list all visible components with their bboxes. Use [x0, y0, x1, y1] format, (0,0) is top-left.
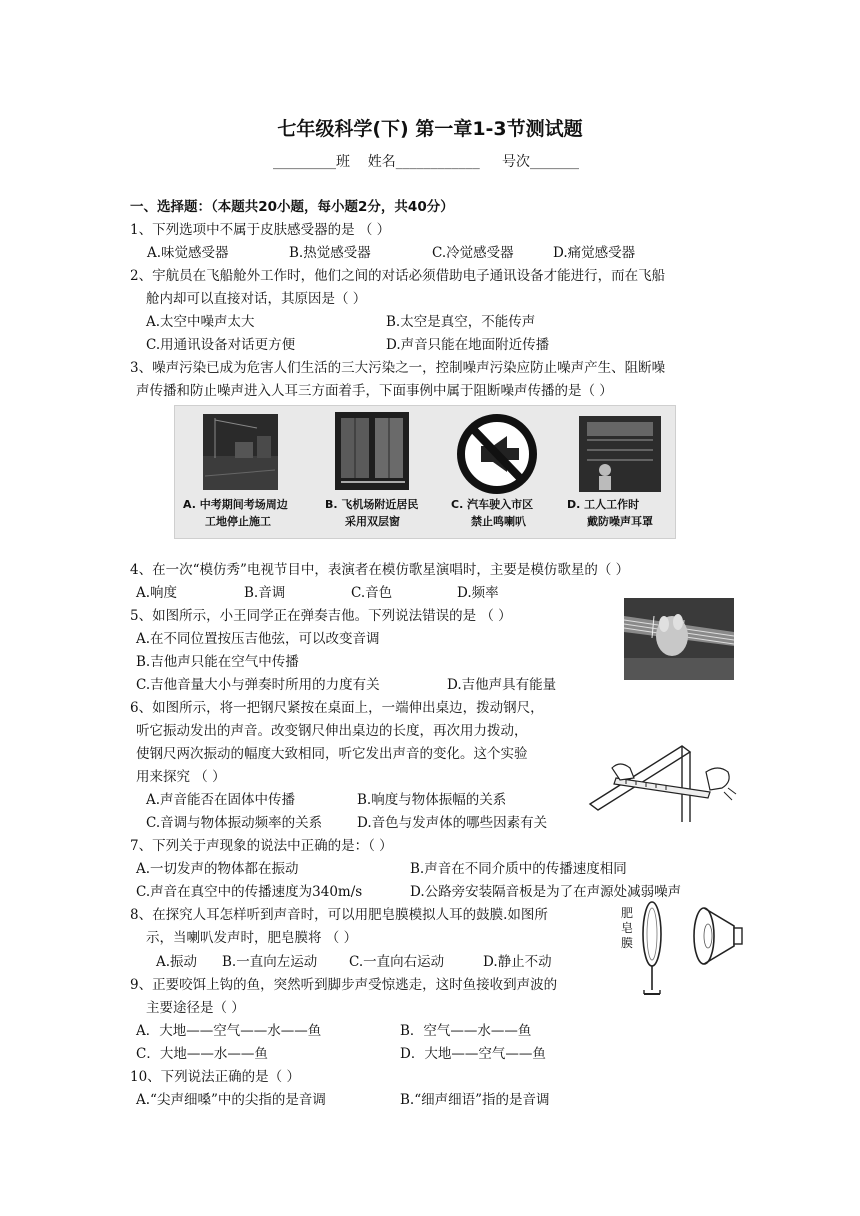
q5-option-c: C.吉他音量大小与弹奏时所用的力度有关 [136, 677, 380, 693]
q6-option-c: C.音调与物体振动频率的关系 [146, 815, 323, 831]
factory-workers-photo [579, 416, 661, 492]
q1-option-b: B.热觉感受器 [289, 245, 371, 261]
q4-option-b: B.音调 [244, 585, 286, 601]
q3-caption-a-line2: 工地停止施工 [205, 515, 271, 528]
q3-caption-c-line1: C. 汽车驶入市区 [451, 498, 534, 511]
q1-option-a: A.味觉感受器 [147, 245, 229, 261]
q9-stem-line1: 9、正要咬饵上钩的鱼，突然听到脚步声受惊逃走，这时鱼接收到声波的 [130, 977, 558, 993]
q8-option-b: B.一直向左运动 [222, 954, 318, 970]
q8-stem-line2: 示，当喇叭发声时，肥皂膜将 （ ） [146, 930, 358, 946]
speaker-icon [694, 908, 742, 964]
q2-option-c: C.用通讯设备对话更方便 [146, 337, 296, 353]
q3-caption-d-line2: 戴防噪声耳罩 [587, 515, 653, 528]
steel-ruler-figure [586, 738, 738, 828]
q1-option-d: D.痛觉感受器 [553, 245, 636, 261]
q9-stem-line2: 主要途径是（ ） [146, 1000, 245, 1016]
q3-stem-line1: 3、噪声污染已成为危害人们生活的三大污染之一，控制噪声污染应防止噪声产生、阻断噪 [130, 360, 666, 376]
q4-option-d: D.频率 [457, 585, 499, 601]
q6-option-b: B.响度与物体振幅的关系 [357, 792, 507, 808]
q10-option-b: B.“细声细语”指的是音调 [400, 1092, 550, 1108]
q5-option-d: D.吉他声具有能量 [447, 677, 557, 693]
section-heading: 一、选择题：（本题共20小题，每小题2分，共40分） [130, 199, 454, 215]
q5-stem: 5、如图所示，小王同学正在弹奏吉他。下列说法错误的是 （ ） [130, 608, 512, 624]
no-honking-sign-icon [461, 418, 533, 490]
q7-option-a: A.一切发声的物体都在振动 [136, 861, 299, 877]
q3-stem-line2: 声传播和防止噪声进入人耳三方面着手，下面事例中属于阻断噪声传播的是（ ） [136, 383, 613, 399]
q6-option-a: A.声音能否在固体中传播 [146, 792, 296, 808]
q4-option-c: C.音色 [351, 585, 393, 601]
double-window-photo [335, 412, 409, 490]
q10-stem: 10、下列说法正确的是（ ） [130, 1069, 300, 1085]
q3-figure-strip [174, 405, 676, 539]
q6-stem-line1: 6、如图所示，将一把钢尺紧按在桌面上，一端伸出桌边，拨动钢尺， [130, 700, 544, 716]
q4-stem: 4、在一次“模仿秀”电视节目中，表演者在模仿歌星演唱时，主要是模仿歌星的（ ） [130, 562, 630, 578]
construction-site-photo [203, 414, 278, 490]
q8-option-d: D.静止不动 [483, 954, 552, 970]
q6-stem-line4: 用来探究 （ ） [136, 769, 226, 785]
page-title: 七年级科学(下) 第一章1-3节测试题 [277, 118, 583, 140]
q1-option-c: C.冷觉感受器 [432, 245, 514, 261]
q3-caption-d-line1: D. 工人工作时 [567, 498, 640, 511]
q8-option-c: C.一直向右运动 [349, 954, 445, 970]
q9-option-a: A．大地——空气——水——鱼 [136, 1023, 322, 1039]
q5-option-a: A.在不同位置按压吉他弦，可以改变音调 [136, 631, 380, 647]
soap-film-figure [636, 890, 746, 1004]
q8-stem-line1: 8、在探究人耳怎样听到声音时，可以用肥皂膜模拟人耳的鼓膜.如图所 [130, 907, 548, 923]
q6-stem-line2: 听它振动发出的声音。改变钢尺伸出桌边的长度，再次用力拨动， [136, 723, 528, 739]
q7-option-c: C.声音在真空中的传播速度为340m/s [136, 884, 363, 900]
q2-option-b: B.太空是真空，不能传声 [386, 314, 536, 330]
guitar-photo [624, 598, 734, 684]
q9-option-d: D．大地——空气——鱼 [400, 1046, 546, 1062]
membrane-label: 肥 皂 膜 [620, 906, 633, 950]
q3-caption-a-line1: A. 中考期间考场周边 [183, 498, 288, 511]
q3-caption-c-line2: 禁止鸣喇叭 [471, 515, 526, 528]
q4-option-a: A.响度 [136, 585, 178, 601]
q1-stem: 1、下列选项中不属于皮肤感受器的是 （ ） [130, 222, 391, 238]
q3-caption-b-line2: 采用双层窗 [345, 515, 400, 528]
q6-option-d: D.音色与发声体的哪些因素有关 [357, 815, 548, 831]
q3-caption-b-line1: B. 飞机场附近居民 [325, 498, 419, 511]
q7-stem: 7、下列关于声现象的说法中正确的是：（ ） [130, 838, 393, 854]
q6-stem-line3: 使钢尺两次振动的幅度大致相同，听它发出声音的变化。这个实验 [136, 746, 528, 762]
q5-option-b: B.吉他声只能在空气中传播 [136, 654, 299, 670]
q2-option-a: A.太空中噪声太大 [146, 314, 255, 330]
q10-option-a: A.“尖声细嗓”中的尖指的是音调 [136, 1092, 326, 1108]
student-info-line: _________班 姓名____________ 号次_______ [273, 154, 580, 170]
q2-stem-line2: 舱内却可以直接对话，其原因是（ ） [146, 291, 367, 307]
q2-stem-line1: 2、宇航员在飞船舱外工作时，他们之间的对话必须借助电子通讯设备才能进行，而在飞船 [130, 268, 666, 284]
q9-option-b: B．空气——水——鱼 [400, 1023, 532, 1039]
q2-option-d: D.声音只能在地面附近传播 [386, 337, 550, 353]
q7-option-d: D.公路旁安装隔音板是为了在声源处减弱噪声 [410, 884, 682, 900]
q8-option-a: A.振动 [156, 954, 198, 970]
q7-option-b: B.声音在不同介质中的传播速度相同 [410, 861, 627, 877]
q9-option-c: C．大地——水——鱼 [136, 1046, 268, 1062]
